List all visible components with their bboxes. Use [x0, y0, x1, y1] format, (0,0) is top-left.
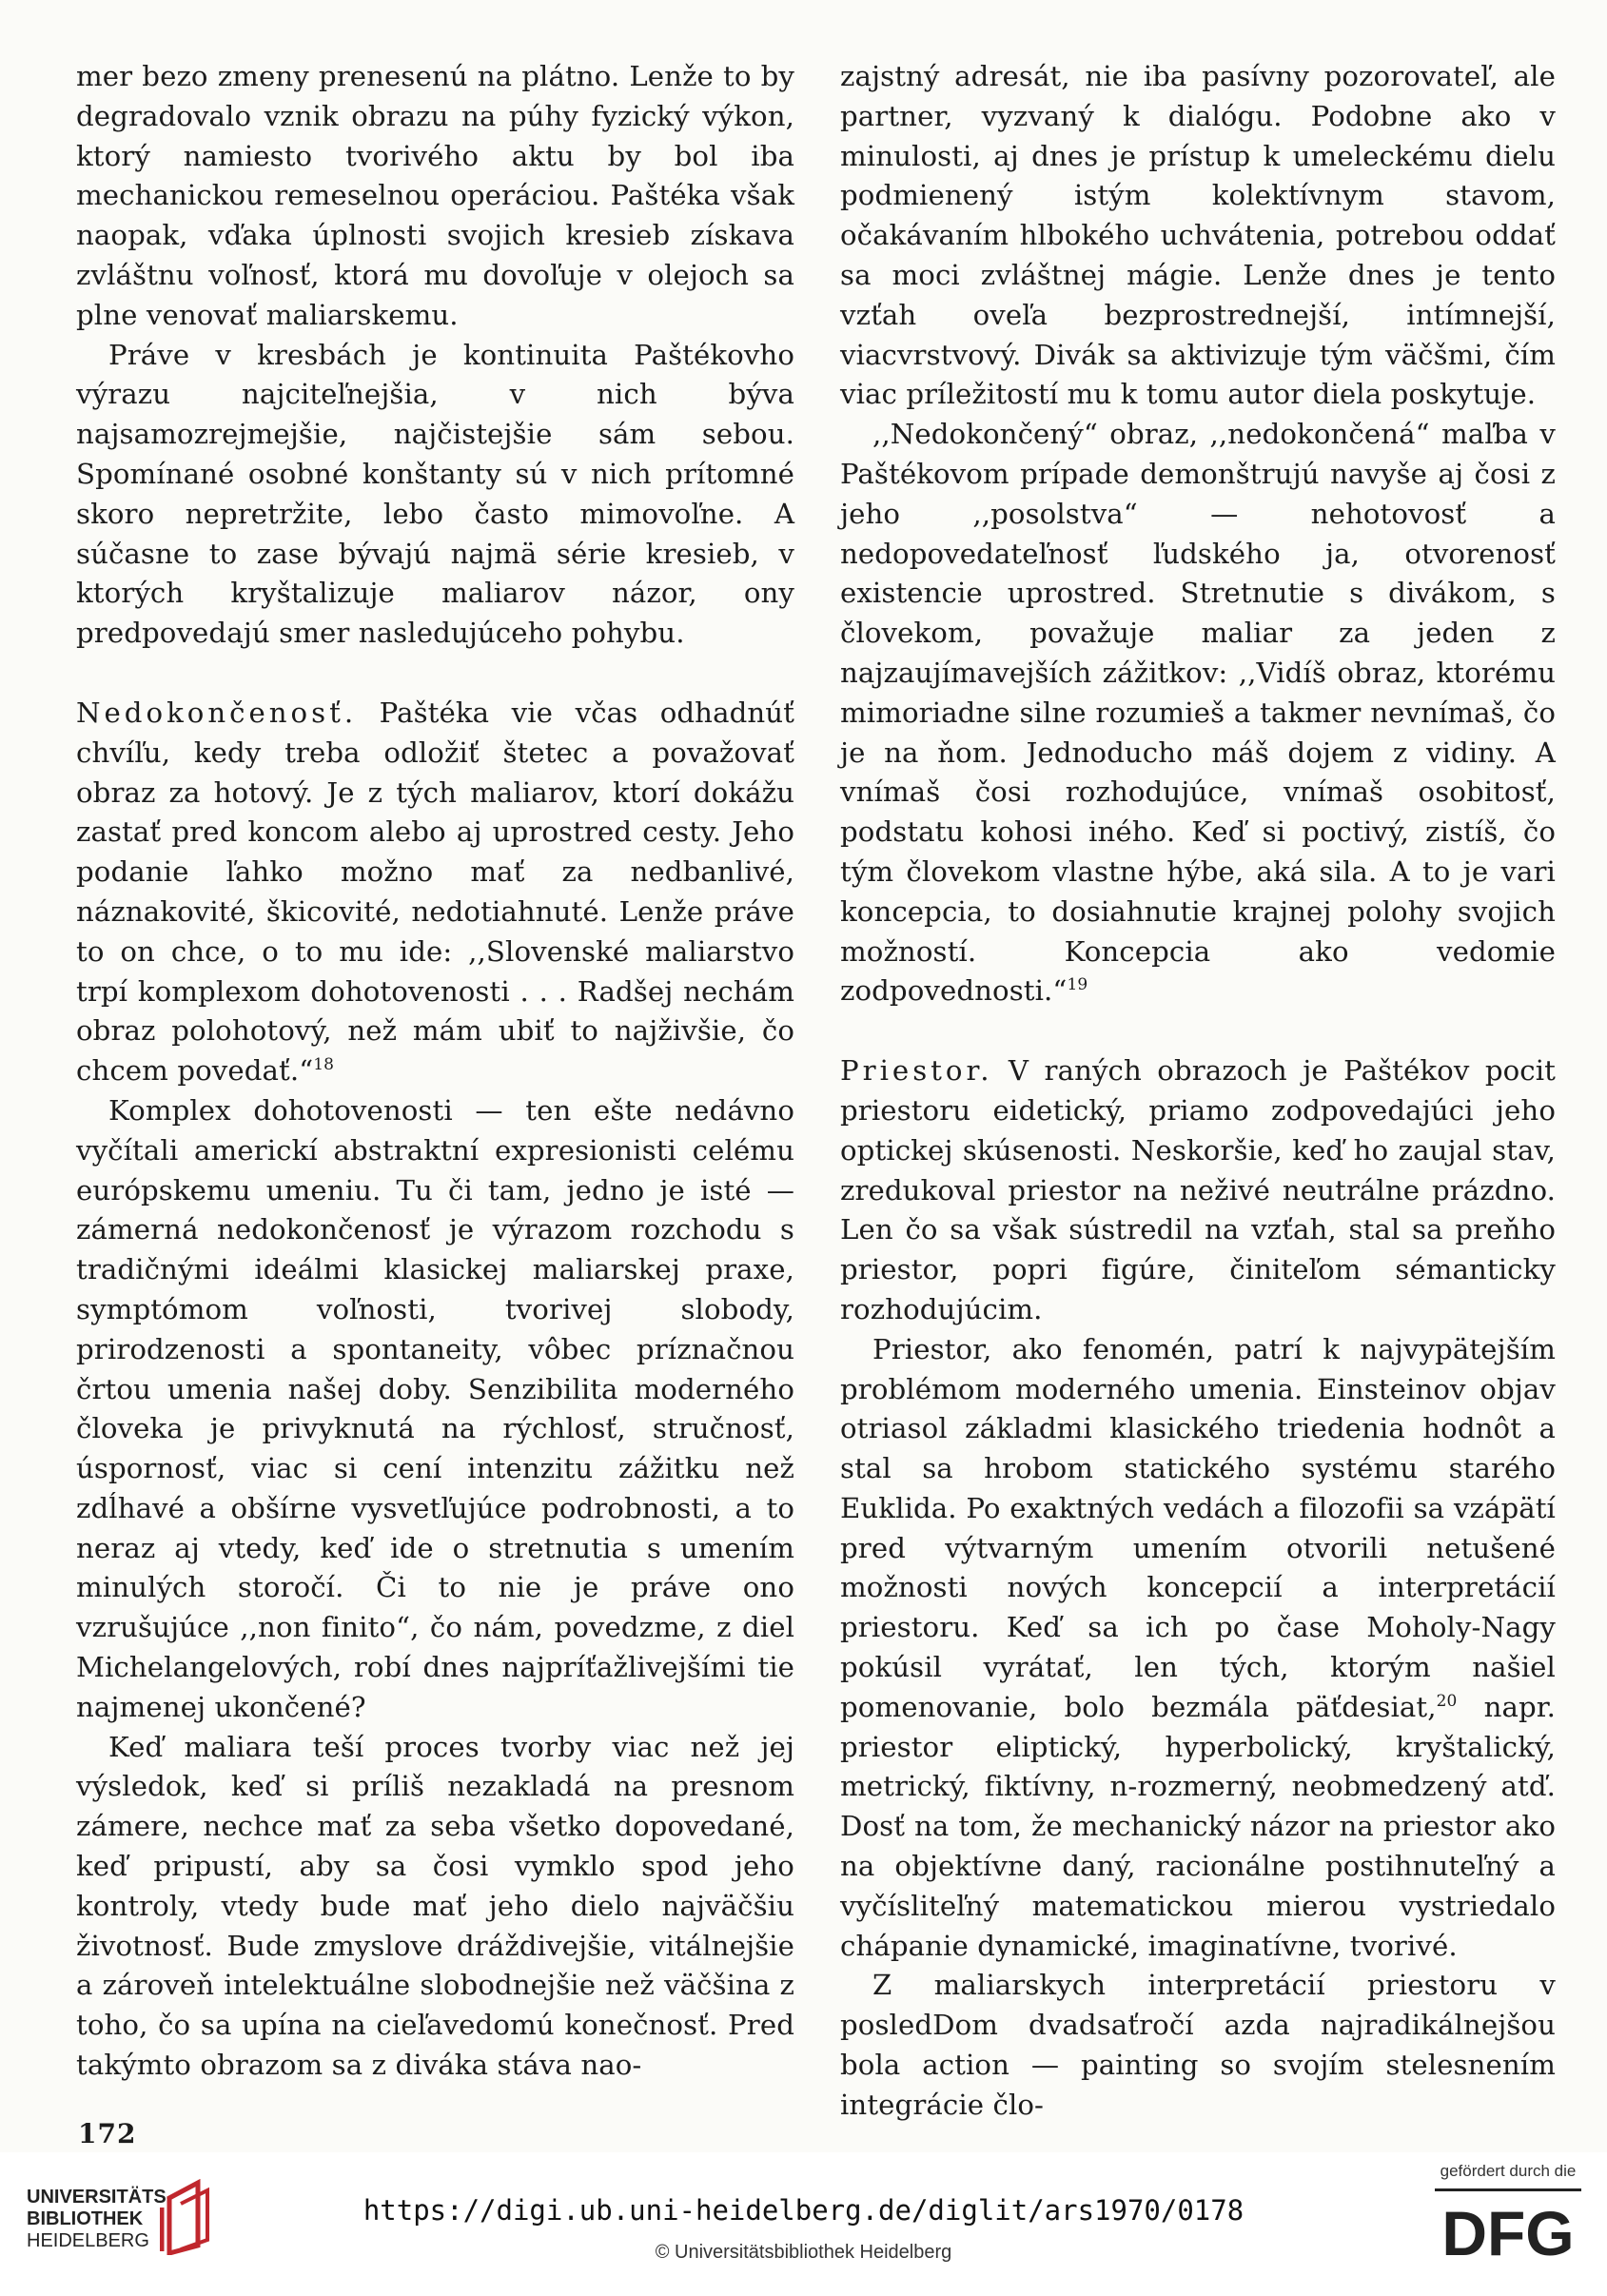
funded-by-label: gefördert durch die	[1440, 2162, 1577, 2180]
footnote-ref[interactable]: 19	[1067, 975, 1088, 995]
section-paragraph-priestor	[840, 1051, 1556, 1330]
library-name-line: HEIDELBERG	[27, 2230, 149, 2251]
paragraph: zajstný adresát, nie iba pasívny pozorovateľ, ale partner, vyzvaný k dialógu. Podobne ako v minulosti, aj dnes je prístup k umeleckému dielu podmienený istým kolektívnym stavom, očakávaním hlbokého uchvátenia, potrebou oddať sa moci zvláštnej mágie. Lenže dnes je tento vzťah oveľa bezprostrednejší, intímnejší, viacvrstvový. Divák sa aktivizuje tým väčšmi, čím viac príležitostí mu k tomu autor diela poskytuje.	[840, 60, 1556, 411]
library-name-line: BIBLIOTHEK	[27, 2208, 144, 2229]
paragraph: Z maliarskych interpretácií priestoru v posledDom dvadsaťročí azda najradikálnejšou bola action — painting so svojím stelesnením integrácie člo-	[840, 1969, 1556, 2121]
paragraph	[840, 1330, 1556, 1967]
paragraph: Keď maliara teší proces tvorby viac než jej výsledok, keď si príliš nezakladá na presnom zámere, nechce mať za seba všetko dopovedané, keď pripustí, aby sa čosi vymklo spod jeho kontroly, vtedy bude mať jeho dielo najväčšiu životnosť. Bude zmyslove dráždivejšie, vitálnejšie a zároveň intelektuálne slobodnejšie než väčšina z toho, čo sa upína na cieľavedomú konečnosť. Pred takýmto obrazom sa z diváka stáva nao-	[76, 1730, 794, 2082]
footnote-ref[interactable]: 18	[313, 1055, 335, 1075]
footnote-ref[interactable]: 20	[1436, 1691, 1458, 1711]
source-url-link[interactable]: https://digi.ub.uni-heidelberg.de/diglit/ars1970/0178	[363, 2194, 1244, 2227]
section-heading: Priestor.	[840, 1054, 993, 1088]
library-name-line: UNIVERSITÄTS-	[27, 2187, 173, 2208]
paragraph: mer bezo zmeny prenesenú na plátno. Lenže to by degradovalo vznik obrazu na púhy fyzický výkon, ktorý namiesto tvorivého aktu by bol iba mechanickou remeselnou operáciou. Paštéka však naopak, vďaka úplnosti svojich kresieb získava zvláštnu voľnosť, ktorá mu dovoľuje v olejoch sa plne venovať maliarskemu.	[76, 60, 794, 331]
paragraph-text: V raných obrazoch je Paštékov pocit priestoru eidetický, priamo zodpovedajúci jeho optickej skúsenosti. Neskoršie, keď ho zaujal stav, zredukoval priestor na neživé neutrálne prázdno. Len čo sa však sústredil na vzťah, stal sa preňho priestor, popri figúre, činiteľom sémanticky rozhodujúcim.	[840, 1054, 1556, 1325]
paragraph-text: ,,Nedokončený“ obraz, ,,nedokončená“ maľba v Paštékovom prípade demonštrujú navyše aj čosi z jeho ,,posolstva“ — nehotovosť a nedopovedateľnosť ľudského ja, otvorenosť existencie uprostred. Stretnutie s divákom, s človekom, považuje maliar za jeden z najzaujímavejších zážitkov: ,,Vidíš obraz, ktorému mimoriadne silne rozumieš a takmer nevnímaš, čo je na ňom. Jednoducho máš dojem z vidiny. A vnímaš čosi rozhodujúce, vnímaš osobitosť, podstatu kohosi iného. Keď si poctivý, zistíš, čo tým človekom vlastne hýbe, aká sila. A to je vari koncepcia, to dosiahnutie krajnej polohy svojich možností. Koncepcia ako vedomie zodpovednosti.“	[840, 418, 1556, 1008]
dfg-logo[interactable]	[1427, 2162, 1589, 2286]
right-column	[840, 57, 1556, 2126]
paragraph-text: Paštéka vie včas odhadnúť chvíľu, kedy treba odložiť štetec a považovať obraz za hotový. Je z tých maliarov, ktorí dokážu zastať pred koncom alebo aj uprostred cesty. Jeho podanie ľahko možno mať za nedbanlivé, náznakovité, škicovité, nedotiahnuté. Lenže práve to on chce, o to mu ide: ,,Slovenské maliarstvo trpí komplexom dohotovenosti . . . Radšej nechám obraz polohotový, než mám ubiť to najživšie, čo chcem povedať.“	[76, 696, 794, 1088]
paragraph-text: Priestor, ako fenomén, patrí k najvypätejším problémom moderného umenia. Einsteinov objav otriasol základmi klasického triedenia hodnôt a stal sa hrobom statického systému starého Euklida. Po exaktných vedách a filozofii sa vzápätí pred výtvarným umením otvorili netušené možnosti nových koncepcií a interpretácií priestoru. Keď sa ich po čase Moholy-Nagy pokúsil vyrátať, len tých, ktorým našiel pomenovanie, bolo bezmála päťdesiat,	[840, 1332, 1556, 1723]
paragraph-text: napr. priestor eliptický, hyperbolický, kryštalický, metrický, fiktívny, n-rozmerný, neobmedzený atď. Dosť na tom, že mechanický názor na priestor ako na objektívne daný, racionálne postihnuteľný a vyčísliteľný matematickou mierou vystriedalo chápanie dynamické, imaginatívne, tvorivé.	[840, 1690, 1556, 1962]
paragraph: Práve v kresbách je kontinuita Paštékovho výrazu najciteľnejšia, v nich býva najsamozrejmejšie, najčistejšie sám sebou. Spomínané osobné konštanty sú v nich prítomné skoro nepretržite, lebo často mimovoľne. A súčasne to zase bývajú najmä série kresieb, v ktorých kryštalizuje maliarov názor, ony predpovedajú smer nasledujúceho pohybu.	[76, 338, 794, 650]
page-number: 172	[78, 2118, 137, 2149]
dfg-wordmark-icon	[1427, 2181, 1589, 2276]
paragraph	[840, 415, 1556, 1011]
left-column	[76, 57, 794, 2086]
dfg-text: DFG	[1441, 2198, 1575, 2268]
footer	[0, 2152, 1607, 2296]
section-paragraph-nedokoncenost	[76, 694, 794, 1091]
section-heading: Nedokončenosť.	[76, 696, 358, 729]
copyright-notice: © Universitätsbibliothek Heidelberg	[655, 2242, 952, 2263]
paragraph: Komplex dohotovenosti — ten ešte nedávno vyčítali americkí abstraktní expresionisti celému európskemu umeniu. Tu či tam, jedno je isté — zámerná nedokončenosť je výrazom rozchodu s tradičnými ideálmi klasickej maliarskej praxe, symptómom voľnosti, tvorivej slobody, prirodzenosti a spontaneity, vôbec príznačnou črtou umenia našej doby. Senzibilita moderného človeka je privyknutá na rýchlosť, stručnosť, úspornosť, viac si cení intenzitu zážitku než zdĺhavé a obšírne vysvetľujúce podrobnosti, a to neraz aj vtedy, keď ide o stretnutia s umením minulých storočí. Či to nie je práve ono vzrušujúce ,,non finito“, čo nám, povedzme, z diel Michelangelových, robí dnes najpríťažlivejšími tie najmenej ukončené?	[76, 1093, 794, 1723]
